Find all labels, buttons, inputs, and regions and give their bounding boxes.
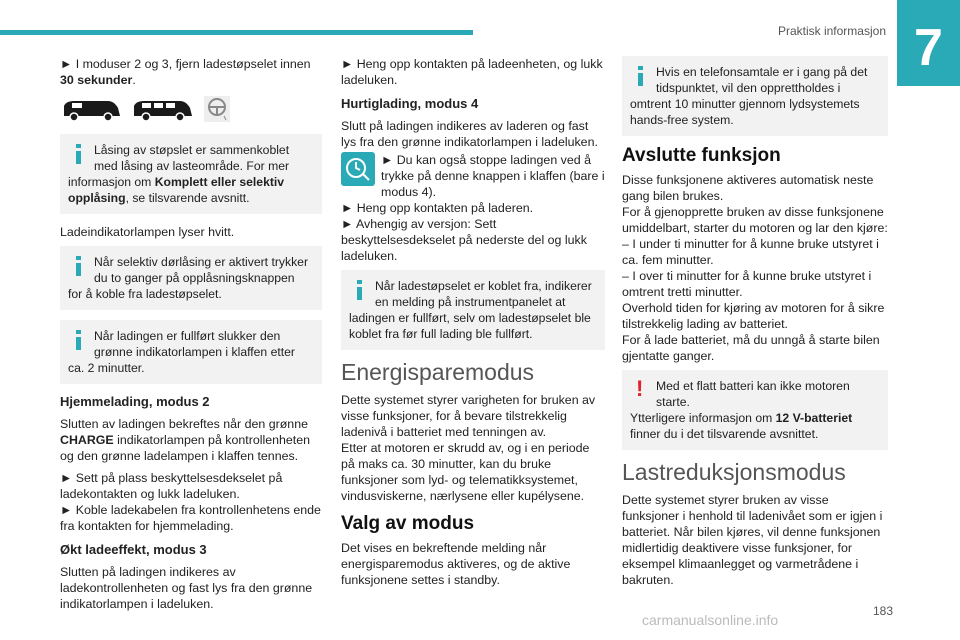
- text: ► Du kan også stoppe ladingen ved å trykke på denne knappen i klaffen (bare i modus 4).: [381, 153, 605, 199]
- paragraph: ► Avhengig av versjon: Sett beskyttelsesdekselet på nederste del og lukk ladeluken.: [341, 217, 587, 263]
- charge-stop-button-icon: [341, 152, 375, 186]
- paragraph: ► Sett på plass beskyttelsesdekselet på ladekontakten og lukk ladeluken.: [60, 471, 283, 501]
- text: Med et flatt batteri kan ikke motoren starte.: [656, 379, 850, 409]
- text: Når selektiv dørlåsing er aktivert trykker du to ganger på opplåsningsknappen for å koble fra ladestøpselet.: [68, 255, 309, 301]
- paragraph: – I over ti minutter for å kunne bruke utstyret i omtrent tretti minutter.: [622, 269, 872, 299]
- column-2: [341, 56, 605, 594]
- bold-text: 12 V-batteriet: [775, 411, 853, 425]
- subsection-title: Avslutte funksjon: [622, 145, 781, 166]
- text: Låsing av støpslet er sammenkoblet med låsing av lasteområde. For mer informasjon om: [68, 143, 290, 189]
- text: .: [132, 73, 136, 87]
- paragraph: Dette systemet styrer varigheten for bruken av visse funksjoner, for å bevare tilstrekkelig ladenivå i batteriet med tenningen av.: [341, 393, 596, 439]
- paragraph: [341, 152, 605, 200]
- bold-text: Komplett eller selektiv opplåsing: [68, 175, 285, 205]
- info-icon: [630, 64, 652, 88]
- text: finner du i det tilsvarende avsnittet.: [630, 427, 819, 441]
- text: Ytterligere informasjon om: [630, 411, 776, 425]
- section-heading: Hjemmelading, modus 2: [60, 394, 210, 409]
- section-heading: Hurtiglading, modus 4: [341, 96, 479, 111]
- paragraph: Etter at motoren er skrudd av, og i en periode på maks ca. 30 minutter, kan du bruke funksjoner som lyd- og telematikksystemet, vindusviskerne, nærlysene eller kupélysene.: [341, 441, 590, 503]
- chapter-tab: 7: [897, 0, 960, 86]
- section-title: Energisparemodus: [341, 359, 535, 385]
- paragraph: ► Heng opp kontakten på ladeenheten, og lukk ladeluken.: [341, 57, 603, 87]
- paragraph: – I under ti minutter for å kunne bruke utstyret i ca. fem minutter.: [622, 237, 879, 267]
- paragraph: Slutt på ladingen indikeres av laderen og fast lys fra den grønne indikatorlampen i ladeluken.: [341, 119, 598, 149]
- bold-text: CHARGE: [60, 433, 114, 447]
- text: Hvis en telefonsamtale er i gang på det tidspunktet, vil den opprettholdes i omtrent 10 minutter gjennom lydsystemets hands-free system.: [630, 65, 868, 127]
- paragraph: Det vises en bekreftende melding når energisparemodus aktiveres, og de aktive funksjonene settes i standby.: [341, 541, 571, 587]
- info-note: [622, 56, 888, 136]
- van-icon: [60, 98, 122, 122]
- page-header-title: Praktisk informasjon: [777, 24, 886, 38]
- paragraph: Slutten på ladingen indikeres av ladekontrollenheten og fast lys fra den grønne indikatorlampen i ladeluken.: [60, 565, 313, 611]
- info-note: [60, 134, 322, 214]
- subsection-title: Valg av modus: [341, 513, 475, 534]
- paragraph: [60, 56, 322, 88]
- page-number: 183: [872, 604, 893, 618]
- info-note: [60, 246, 322, 310]
- section-title: Lastreduksjonsmodus: [622, 459, 846, 485]
- paragraph: [60, 416, 322, 464]
- info-note: [341, 270, 605, 350]
- warning-note: [622, 370, 888, 450]
- paragraph: Overhold tiden for kjøring av motoren for å sikre tilstrekkelig lading av batteriet.: [622, 301, 885, 331]
- paragraph: For å gjenopprette bruken av disse funksjonene umiddelbart, starter du motoren og lar den kjøre:: [622, 205, 888, 235]
- text: Slutten av ladingen bekreftes når den grønne: [60, 417, 308, 431]
- text: , se tilsvarende avsnitt.: [125, 191, 250, 205]
- watermark: carmanualsonline.info: [642, 612, 779, 628]
- paragraph: Dette systemet styrer bruken av visse funksjoner i henhold til ladenivået som er igjen i batteriet. Når bilen kjøres, vil denne funksjonen midlertidig deaktivere visse funksjoner, for eksempel klimaanlegget og varmetrådene i bakruten.: [622, 493, 883, 587]
- van-icon: [132, 98, 194, 122]
- steering-wheel-icon: [204, 96, 230, 122]
- info-icon: [68, 328, 90, 352]
- column-1: [60, 56, 322, 618]
- paragraph: ► Heng opp kontakten på laderen.: [341, 201, 534, 215]
- text: ► I moduser 2 og 3, fjern ladestøpselet innen: [60, 57, 311, 71]
- text: Når ladingen er fullført slukker den grønne indikatorlampen i klaffen etter ca. 2 minutter.: [68, 329, 295, 375]
- paragraph: Disse funksjonene aktiveres automatisk neste gang bilen brukes.: [622, 173, 874, 203]
- paragraph: Ladeindikatorlampen lyser hvitt.: [60, 225, 235, 239]
- info-note: [60, 320, 322, 384]
- info-icon: [68, 142, 90, 166]
- column-3: [622, 56, 888, 594]
- section-heading: Økt ladeeffekt, modus 3: [60, 542, 207, 557]
- bold-text: 30 sekunder: [60, 73, 133, 87]
- info-icon: [68, 254, 90, 278]
- paragraph: For å lade batteriet, må du unngå å starte bilen gjentatte ganger.: [622, 333, 880, 363]
- vehicle-illustrations: [60, 96, 322, 122]
- header-accent-bar: [0, 30, 473, 35]
- text: Når ladestøpselet er koblet fra, indikerer en melding på instrumentpanelet at ladingen er fullført, selv om ladestøpselet ble koblet fra før full lading ble fullført.: [349, 279, 592, 341]
- paragraph: ► Koble ladekabelen fra kontrollenhetens ende fra kontakten for hjemmelading.: [60, 503, 321, 533]
- warning-icon: !: [636, 376, 644, 401]
- text: indikatorlampen på kontrollenheten og den grønne ladelampen i klaffen tennes.: [60, 433, 311, 463]
- info-icon: [349, 278, 371, 302]
